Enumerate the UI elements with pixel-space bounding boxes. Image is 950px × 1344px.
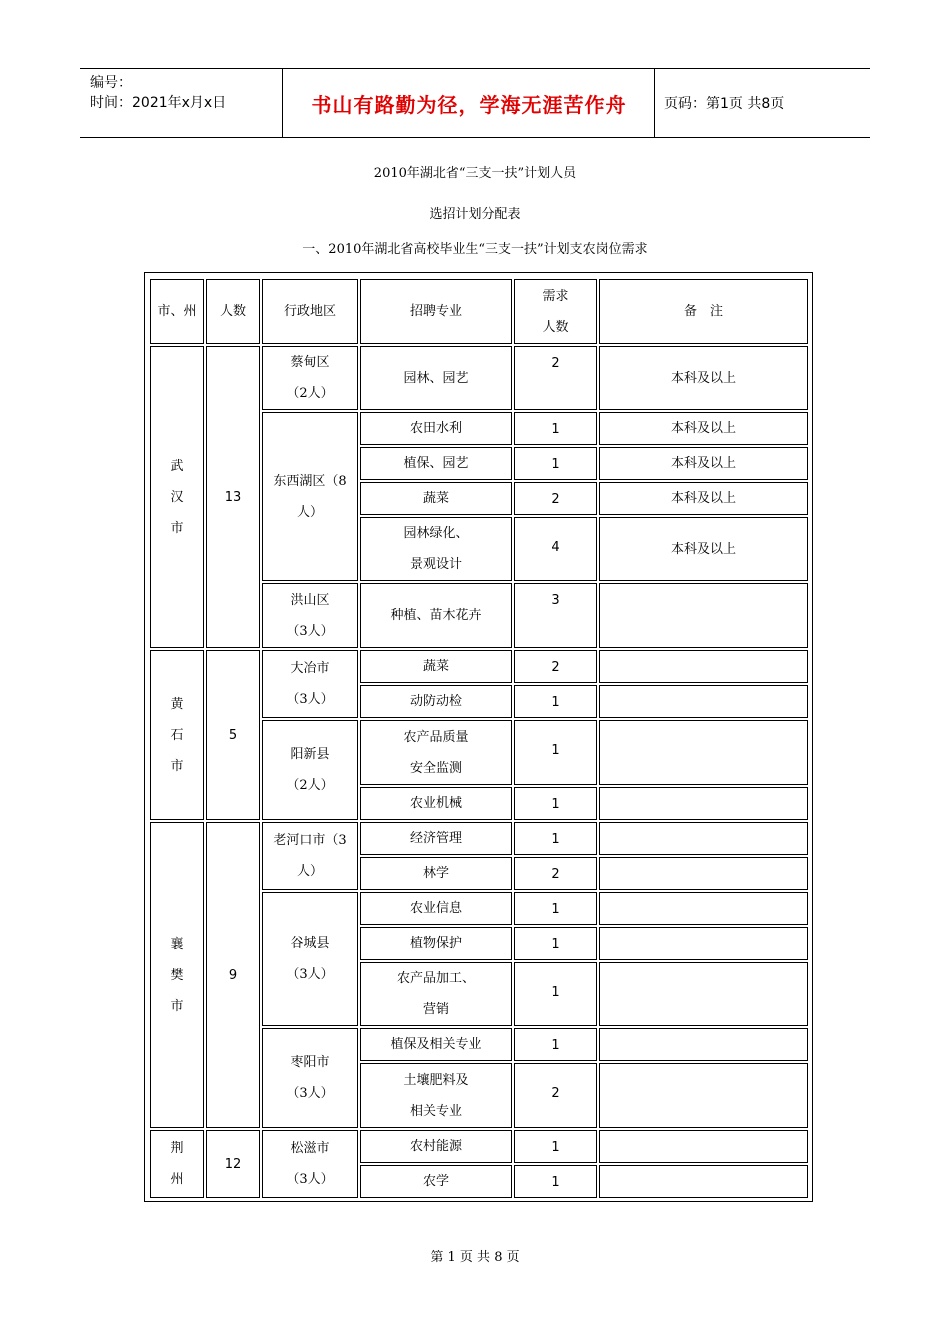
header-divider [654,69,655,137]
major-cell [360,720,512,785]
demand-cell-text: 1 [551,985,560,1000]
district-cell-text: 人） [296,504,323,520]
major-cell [360,962,512,1026]
major-cell-text: 植物保护 [409,936,462,951]
major-cell [360,447,512,480]
major-cell [360,650,512,683]
major-cell-text: 景观设计 [409,557,462,572]
city-name-cell [150,346,204,648]
major-cell-text: 蔬菜 [422,491,449,506]
header-divider [282,69,283,137]
demand-cell-text: 4 [551,540,560,555]
note-cell [599,822,808,855]
header-notes-text: 备 注 [683,304,723,319]
district-cell [262,412,358,581]
demand-cell-text: 2 [551,660,560,675]
demand-cell [514,482,597,515]
city-name-cell-text: 武 [170,458,184,474]
city-name-cell-text: 市 [170,758,184,774]
section-heading: 一、2010年湖北省高校毕业生“三支一扶”计划支农岗位需求 [302,242,648,257]
district-cell-text: （2人） [286,778,334,793]
city-count-cell [206,822,260,1128]
note-cell-text: 本科及以上 [670,541,736,557]
note-cell-text: 本科及以上 [670,421,736,436]
note-cell [599,583,808,648]
header-city [150,279,204,344]
district-cell-text: （3人） [286,1172,334,1187]
header-demand [514,279,597,344]
major-cell-text: 农业机械 [409,796,462,811]
major-cell-text: 园林绿化、 [403,526,469,541]
city-name-cell-text: 黄 [170,696,184,712]
city-name-cell [150,650,204,820]
allocation-table [144,272,813,1202]
major-cell-text: 动防动检 [409,694,462,709]
note-cell [599,857,808,890]
note-cell [599,517,808,581]
note-cell [599,787,808,820]
note-cell [599,1165,808,1198]
demand-cell [514,962,597,1026]
header-motto: 书山有路勤为径，学海无涯苦作舟 [311,92,627,117]
demand-cell [514,1165,597,1198]
number-label: 编号： [90,75,132,91]
city-name-cell-text: 荆 [170,1141,184,1156]
demand-cell-text: 1 [551,902,560,917]
district-cell-text: 蔡甸区 [290,355,330,370]
major-cell-text: 农产品质量 [403,729,469,745]
district-cell-text: （3人） [286,967,334,982]
demand-cell [514,927,597,960]
note-cell-text: 本科及以上 [670,456,736,471]
district-cell-text: （3人） [286,692,334,707]
major-cell [360,1028,512,1061]
major-cell [360,857,512,890]
note-cell [599,1028,808,1061]
city-name-cell-text: 樊 [170,967,184,983]
major-cell-text: 蔬菜 [422,659,449,674]
demand-cell-text: 1 [551,743,560,758]
demand-cell [514,1063,597,1128]
demand-cell-text: 1 [551,1175,560,1190]
header-demand-text: 需求 [542,288,569,304]
header-count-text: 人数 [219,304,246,319]
demand-cell-text: 2 [551,492,560,507]
note-cell [599,1130,808,1163]
demand-cell [514,787,597,820]
major-cell-text: 营销 [422,1002,449,1017]
district-cell [262,346,358,410]
major-cell-text: 土壤肥料及 [403,1072,469,1088]
note-cell [599,720,808,785]
demand-cell [514,720,597,785]
major-cell-text: 植保及相关专业 [390,1037,482,1052]
header-district [262,279,358,344]
demand-cell-text: 1 [551,937,560,952]
header-major-text: 招聘专业 [409,304,462,319]
note-cell [599,962,808,1026]
district-cell-text: 东西湖区（8 [273,473,347,489]
demand-cell-text: 2 [551,867,560,882]
note-cell [599,650,808,683]
demand-cell [514,1130,597,1163]
demand-cell [514,1028,597,1061]
district-cell [262,583,358,648]
doc-title: 2010年湖北省“三支一扶”计划人员 [373,166,577,181]
district-cell-text: 阳新县 [290,747,330,762]
district-cell-text: （3人） [286,1086,334,1101]
note-cell-text: 本科及以上 [670,491,736,506]
header-district-text: 行政地区 [283,304,336,319]
demand-cell-text: 1 [551,1038,560,1053]
major-cell-text: 相关专业 [409,1103,462,1119]
header-notes [599,279,808,344]
city-count-cell-text: 13 [224,489,242,505]
major-cell-text: 园林、园艺 [403,370,469,386]
district-cell-text: 老河口市（3 [273,833,347,848]
demand-cell [514,346,597,410]
demand-cell [514,447,597,480]
major-cell-text: 种植、苗木花卉 [390,608,482,623]
city-count-cell-text: 5 [228,727,238,743]
city-count-cell-text: 9 [228,967,238,983]
city-name-cell-text: 市 [170,998,184,1014]
major-cell-text: 农学 [422,1174,449,1189]
demand-cell-text: 1 [551,797,560,812]
note-cell [599,412,808,445]
demand-cell [514,517,597,581]
major-cell [360,482,512,515]
major-cell [360,517,512,581]
demand-cell-text: 1 [551,457,560,472]
city-name-cell-text: 石 [170,727,184,743]
note-cell [599,482,808,515]
major-cell [360,685,512,718]
major-cell-text: 植保、园艺 [403,456,469,471]
district-cell [262,822,358,890]
major-cell [360,1130,512,1163]
note-cell [599,447,808,480]
demand-cell-text: 1 [551,1140,560,1155]
district-cell-text: 谷城县 [290,936,330,951]
city-name-cell [150,822,204,1128]
demand-cell [514,583,597,648]
city-name-cell-text: 州 [170,1172,184,1187]
district-cell-text: （2人） [286,386,334,401]
district-cell-text: 洪山区 [290,592,330,608]
major-cell-text: 农业信息 [409,901,462,916]
major-cell [360,892,512,925]
major-cell [360,583,512,648]
demand-cell-text: 1 [551,695,560,710]
city-count-cell [206,650,260,820]
major-cell [360,1063,512,1128]
district-cell [262,720,358,820]
demand-cell-text: 1 [551,832,560,847]
major-cell-text: 农田水利 [409,421,462,436]
major-cell [360,787,512,820]
major-cell-text: 安全监测 [409,760,462,776]
district-cell [262,892,358,1026]
document-header [80,68,870,138]
header-page-info: 页码：第1页 共8页 [664,96,785,112]
demand-cell-text: 1 [551,422,560,437]
major-cell [360,1165,512,1198]
city-count-cell-text: 12 [224,1156,242,1172]
time-label: 时间：2021年x月x日 [90,95,227,111]
major-cell [360,412,512,445]
city-count-cell [206,346,260,648]
note-cell [599,685,808,718]
major-cell-text: 农产品加工、 [396,971,475,986]
header-count [206,279,260,344]
district-cell [262,650,358,718]
header-city-text: 市、州 [157,304,197,319]
header-demand-text: 人数 [542,319,569,335]
major-cell-text: 经济管理 [409,831,462,846]
major-cell-text: 林学 [422,866,449,881]
major-cell [360,346,512,410]
note-cell-text: 本科及以上 [670,370,736,386]
note-cell [599,346,808,410]
note-cell [599,892,808,925]
district-cell [262,1028,358,1128]
page-footer: 第 1 页 共 8 页 [430,1250,520,1265]
header-meta [90,73,226,113]
demand-cell [514,822,597,855]
district-cell-text: 人） [296,864,323,879]
major-cell [360,927,512,960]
demand-cell [514,650,597,683]
header-major [360,279,512,344]
district-cell-text: 松滋市 [290,1141,330,1156]
major-cell-text: 农村能源 [409,1139,462,1154]
major-cell [360,822,512,855]
city-count-cell [206,1130,260,1198]
doc-subtitle: 选招计划分配表 [429,207,521,222]
demand-cell [514,412,597,445]
district-cell-text: 枣阳市 [290,1055,330,1070]
note-cell [599,1063,808,1128]
city-name-cell-text: 市 [170,520,184,536]
demand-cell-text: 3 [551,593,560,608]
city-name-cell-text: 襄 [170,936,184,952]
demand-cell-text: 2 [551,1086,560,1101]
demand-cell [514,857,597,890]
note-cell [599,927,808,960]
demand-cell-text: 2 [551,356,560,371]
district-cell [262,1130,358,1198]
district-cell-text: 大冶市 [290,661,330,676]
district-cell-text: （3人） [286,623,334,639]
city-name-cell [150,1130,204,1198]
demand-cell [514,685,597,718]
demand-cell [514,892,597,925]
city-name-cell-text: 汉 [170,489,184,505]
